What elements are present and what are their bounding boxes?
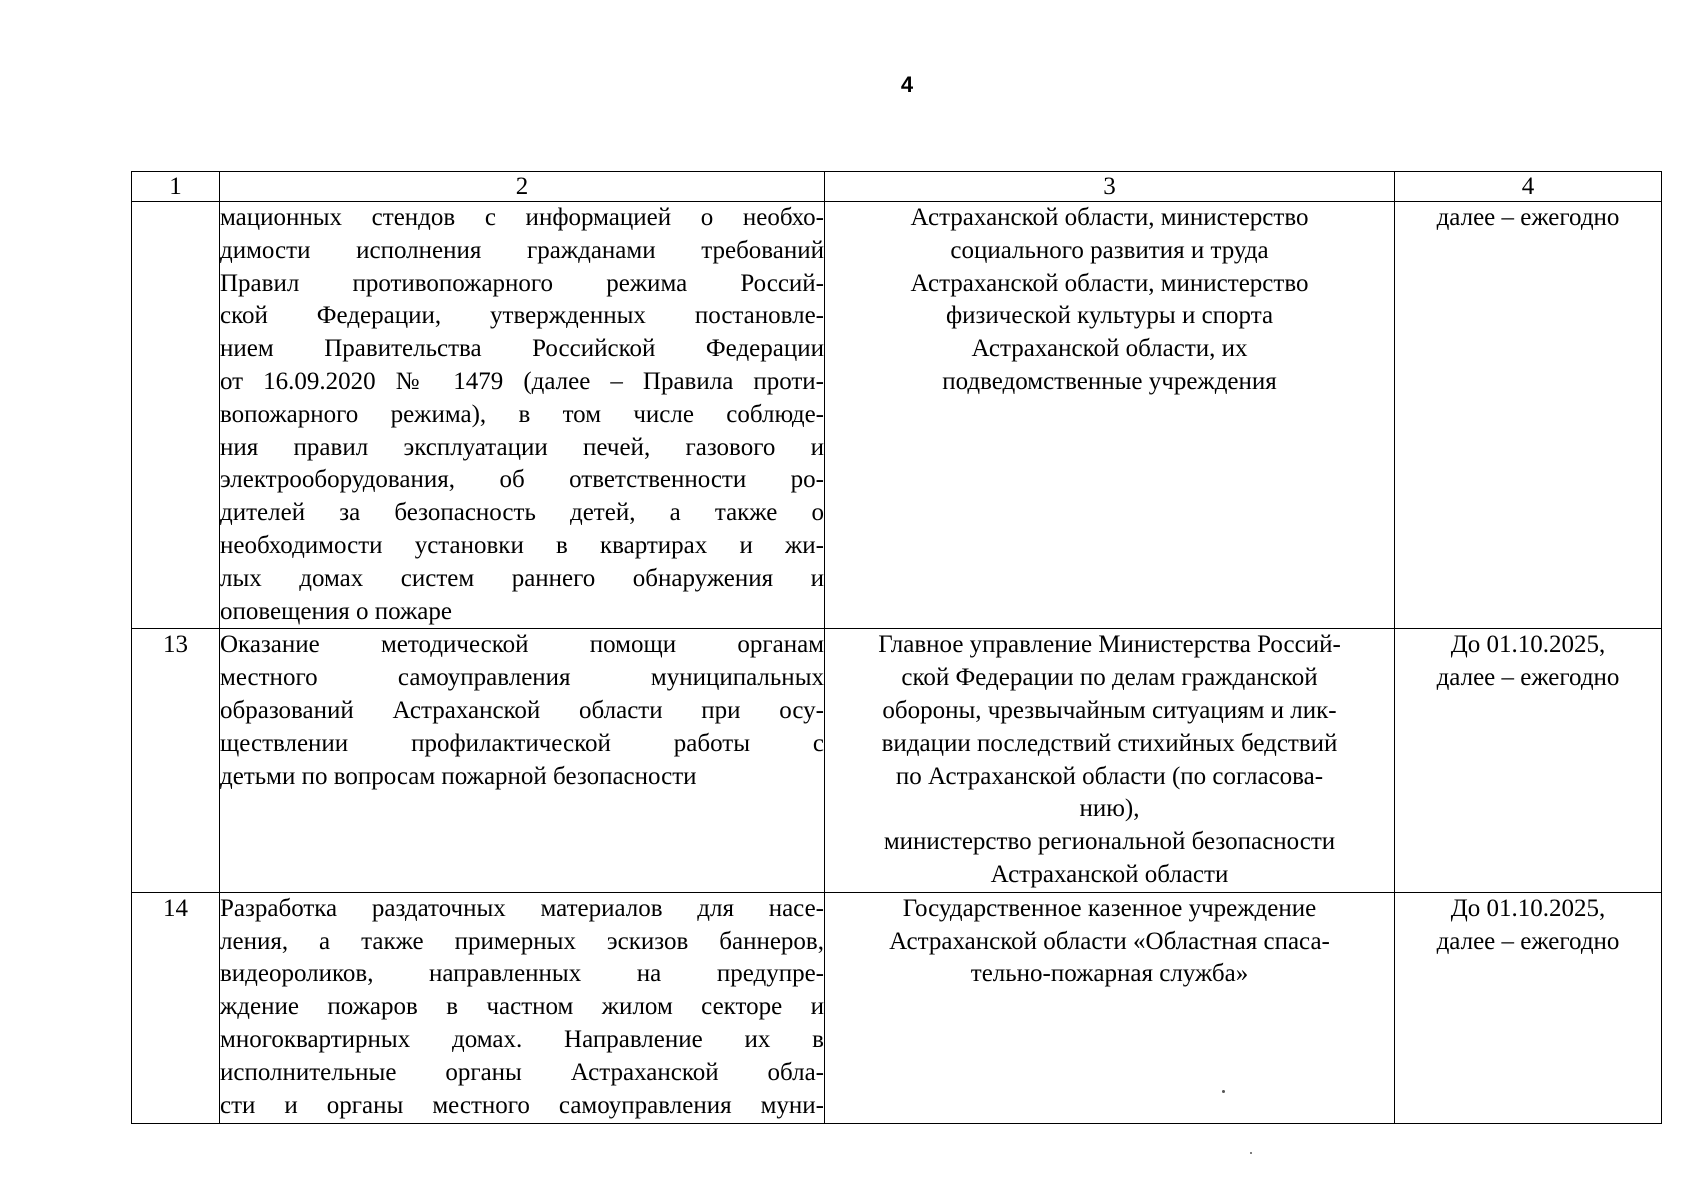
description-line: Оказание методической помощи органам (220, 631, 824, 659)
description-line: ления, а также примерных эскизов баннеров, (220, 927, 824, 955)
deadline (1395, 202, 1662, 629)
description-line: ской Федерации, утвержденных постановле- (220, 302, 824, 330)
responsible-executors-line: видации последствий стихийных бедствий (881, 729, 1338, 757)
description-line: Правил противопожарного режима Россий- (220, 269, 824, 297)
responsible-executors (825, 629, 1395, 892)
scan-speck (1222, 1090, 1225, 1093)
description-line: Разработка раздаточных материалов для насе- (220, 894, 824, 922)
deadline (1395, 892, 1662, 1123)
measures-table (131, 171, 1662, 1124)
header-row (132, 172, 1662, 202)
description-line: оповещения о пожаре (220, 597, 452, 625)
responsible-executors-line: министерство региональной безопасности (883, 828, 1336, 856)
responsible-executors-line: подведомственные учреждения (942, 367, 1277, 395)
description-line: сти и органы местного самоуправления муни- (220, 1091, 824, 1119)
deadline-line: далее – ежегодно (1436, 204, 1620, 231)
page-number: 4 (900, 72, 914, 97)
scan-speck (1250, 1152, 1252, 1154)
description-line: вопожарного режима), в том числе соблюде- (220, 400, 824, 428)
description-line: видеороликов, направленных на предупре- (220, 960, 824, 988)
header-col-3: 3 (825, 172, 1395, 202)
measure-description (220, 629, 825, 892)
description-line: ждение пожаров в частном жилом секторе и (220, 993, 824, 1021)
responsible-executors-line: Астраханской области, министерство (910, 269, 1309, 297)
row-number: 13 (132, 629, 220, 892)
deadline-line: далее – ежегодно (1436, 664, 1620, 692)
description-line: детьми по вопросам пожарной безопасности (220, 762, 697, 790)
responsible-executors-line: по Астраханской области (по согласова- (895, 762, 1324, 790)
description-line: образований Астраханской области при осу- (220, 696, 824, 724)
description-line: лых домах систем раннего обнаружения и (220, 564, 824, 592)
table-row (132, 629, 1662, 892)
measure-description (220, 892, 825, 1123)
row-number (132, 202, 220, 629)
deadline-line: До 01.10.2025, (1450, 894, 1606, 922)
responsible-executors (825, 202, 1395, 629)
responsible-executors-line: социального развития и труда (950, 236, 1269, 264)
description-line: димости исполнения гражданами требований (220, 236, 824, 264)
responsible-executors-line: ской Федерации по делам гражданской (901, 664, 1318, 692)
description-line: от 16.09.2020 № 1479 (далее – Правила проти- (220, 367, 824, 395)
table-body (132, 202, 1662, 1124)
deadline-line: До 01.10.2025, (1450, 631, 1606, 659)
responsible-executors-line: Астраханской области, их (971, 335, 1248, 363)
table-row (132, 892, 1662, 1123)
responsible-executors-line: тельно-пожарная служба» (970, 960, 1249, 988)
description-line: местного самоуправления муниципальных (220, 664, 824, 692)
table-row (132, 202, 1662, 629)
responsible-executors-line: физической культуры и спорта (945, 302, 1274, 330)
description-line: дителей за безопасность детей, а также о (220, 499, 824, 527)
header-col-1: 1 (132, 172, 220, 202)
responsible-executors (825, 892, 1395, 1123)
header-col-2: 2 (220, 172, 825, 202)
description-line: многоквартирных домах. Направление их в (220, 1025, 824, 1053)
responsible-executors-line: Астраханской области (990, 860, 1229, 888)
description-line: ществлении профилактической работы с (220, 729, 824, 757)
description-line: ния правил эксплуатации печей, газового и (220, 433, 824, 461)
responsible-executors-line: обороны, чрезвычайным ситуациям и лик- (882, 696, 1337, 724)
description-line: электрооборудования, об ответственности ро- (220, 466, 824, 494)
description-line: нием Правительства Российской Федерации (220, 335, 824, 363)
responsible-executors-line: Главное управление Министерства Россий- (878, 631, 1341, 659)
responsible-executors-line: нию), (1079, 795, 1140, 823)
description-line: исполнительные органы Астраханской обла- (220, 1058, 824, 1086)
header-col-4: 4 (1395, 172, 1662, 202)
description-line: необходимости установки в квартирах и жи- (220, 531, 824, 559)
row-number: 14 (132, 892, 220, 1123)
responsible-executors-line: Государственное казенное учреждение (902, 894, 1317, 922)
responsible-executors-line: Астраханской области, министерство (910, 204, 1309, 231)
description-line: мационных стендов с информацией о необхо- (220, 204, 824, 231)
deadline-line: далее – ежегодно (1436, 927, 1620, 955)
table-header (132, 172, 1662, 202)
responsible-executors-line: Астраханской области «Областная спаса- (889, 927, 1330, 955)
measure-description (220, 202, 825, 629)
deadline (1395, 629, 1662, 892)
